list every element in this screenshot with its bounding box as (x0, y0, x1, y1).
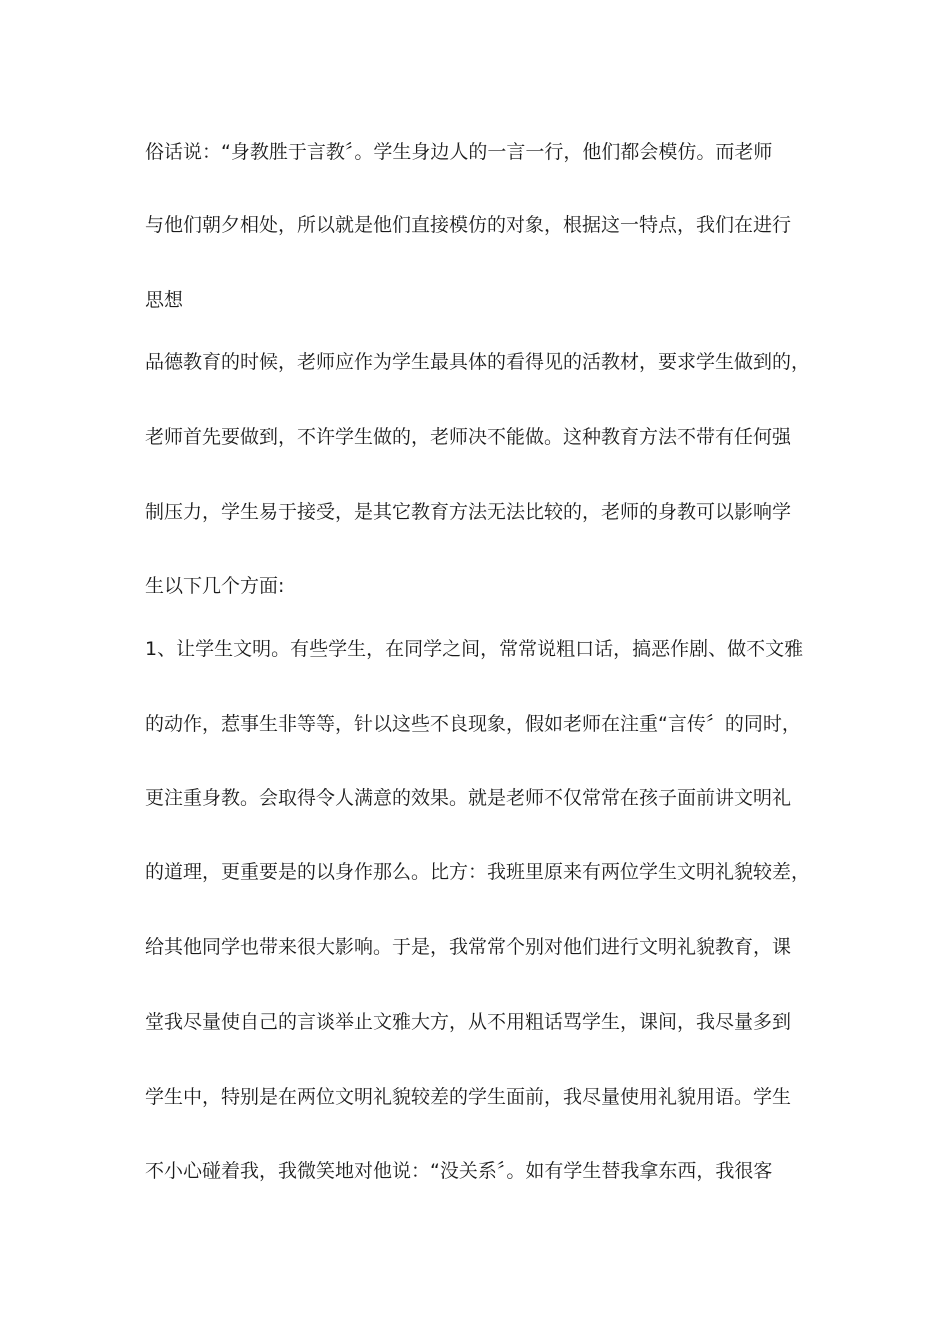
text-line: 品德教育的时候，老师应作为学生最具体的看得见的活教材，要求学生做到的， (145, 351, 811, 373)
text-line: 老师首先要做到，不许学生做的，老师决不能做。这种教育方法不带有任何强 (145, 426, 792, 448)
text-line: 的道理，更重要是的以身作那么。比方：我班里原来有两位学生文明礼貌较差， (145, 861, 811, 883)
text-line: 生以下几个方面: (145, 575, 285, 597)
text-line: 学生中，特别是在两位文明礼貌较差的学生面前，我尽量使用礼貌用语。学生 (145, 1086, 792, 1108)
text-line: 思想 (145, 289, 184, 311)
text-line: 的动作，惹事生非等等，针以这些不良现象，假如老师在注重“言传〞的同时， (145, 713, 801, 735)
text-line: 俗话说：“身教胜于言教〞。学生身边人的一言一行，他们都会模仿。而老师 (145, 141, 773, 163)
text-line: 制压力，学生易于接受，是其它教育方法无法比较的，老师的身教可以影响学 (145, 501, 792, 523)
text-line: 更注重身教。会取得令人满意的效果。就是老师不仅常常在孩子面前讲文明礼 (145, 787, 792, 809)
text-line: 不小心碰着我，我微笑地对他说：“没关系〞。如有学生替我拿东西，我很客 (145, 1160, 773, 1182)
text-line: 1、让学生文明。有些学生，在同学之间，常常说粗口话，搞恶作剧、做不文雅 (145, 638, 804, 660)
text-line: 堂我尽量使自己的言谈举止文雅大方，从不用粗话骂学生，课间，我尽量多到 (145, 1011, 792, 1033)
text-line: 与他们朝夕相处，所以就是他们直接模仿的对象，根据这一特点，我们在进行 (145, 214, 792, 236)
text-line: 给其他同学也带来很大影响。于是，我常常个别对他们进行文明礼貌教育，课 (145, 936, 792, 958)
